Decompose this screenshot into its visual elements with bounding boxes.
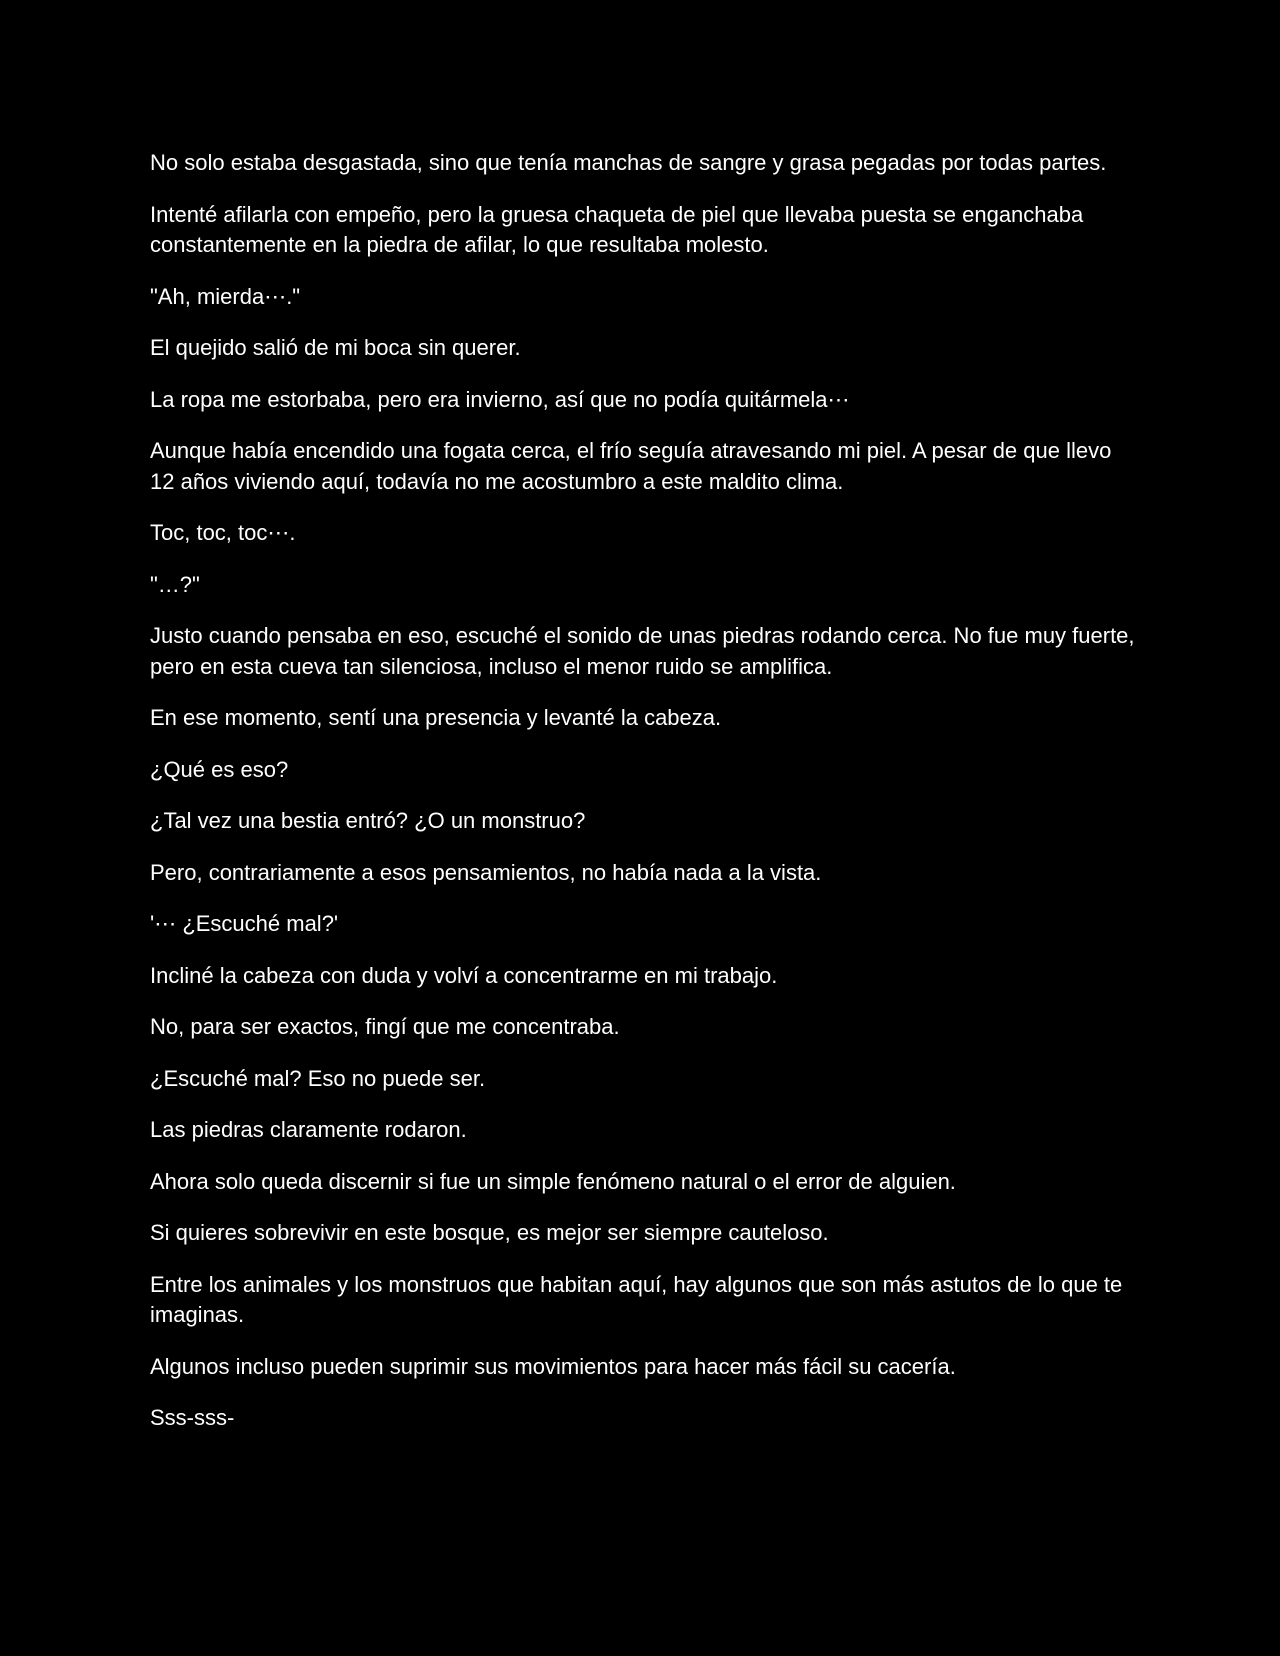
paragraph: Si quieres sobrevivir en este bosque, es mejor ser siempre cauteloso.: [150, 1220, 829, 1245]
paragraph: Aunque había encendido una fogata cerca, el frío seguía atravesando mi piel. A pesar de que llevo 12 años viviendo aquí, todavía no me acostumbro a este maldito clima.: [150, 438, 1112, 494]
paragraph: En ese momento, sentí una presencia y levanté la cabeza.: [150, 705, 722, 730]
paragraph: ¿Escuché mal? Eso no puede ser.: [150, 1065, 486, 1091]
paragraph: El quejido salió de mi boca sin querer.: [150, 335, 521, 360]
paragraph: Ahora solo queda discernir si fue un simple fenómeno natural o el error de alguien.: [150, 1168, 956, 1194]
paragraph: Algunos incluso pueden suprimir sus movimientos para hacer más fácil su cacería.: [150, 1353, 956, 1379]
paragraph: Intenté afilarla con empeño, pero la gruesa chaqueta de piel que llevaba puesta se enganchaba constantemente en la piedra de afilar, lo que resultaba molesto.: [150, 201, 1084, 257]
paragraph: Justo cuando pensaba en eso, escuché el sonido de unas piedras rodando cerca. No fue muy fuerte, pero en esta cueva tan silenciosa, incluso el menor ruido se amplifica.: [150, 623, 1135, 679]
paragraph: Entre los animales y los monstruos que habitan aquí, hay algunos que son más astutos de lo que te imaginas.: [150, 1271, 1123, 1327]
paragraph: No, para ser exactos, fingí que me concentraba.: [150, 1014, 620, 1039]
paragraph: Incliné la cabeza con duda y volví a concentrarme en mi trabajo.: [150, 962, 778, 988]
paragraph: "Ah, mierda⋯.": [150, 283, 301, 309]
paragraph: "…?": [150, 571, 200, 597]
paragraph: '⋯ ¿Escuché mal?': [150, 911, 339, 936]
paragraph: Sss-sss-: [150, 1405, 235, 1430]
paragraph: ¿Tal vez una bestia entró? ¿O un monstruo?: [150, 808, 586, 833]
paragraph: Pero, contrariamente a esos pensamientos, no había nada a la vista.: [150, 859, 822, 885]
paragraph: No solo estaba desgastada, sino que tenía manchas de sangre y grasa pegadas por todas partes.: [150, 150, 1107, 175]
paragraph: Las piedras claramente rodaron.: [150, 1117, 467, 1142]
paragraph: Toc, toc, toc⋯.: [150, 520, 296, 545]
paragraph: ¿Qué es eso?: [150, 756, 289, 782]
paragraph: La ropa me estorbaba, pero era invierno, así que no podía quitármela⋯: [150, 386, 850, 412]
text-column: [150, 148, 1140, 1455]
